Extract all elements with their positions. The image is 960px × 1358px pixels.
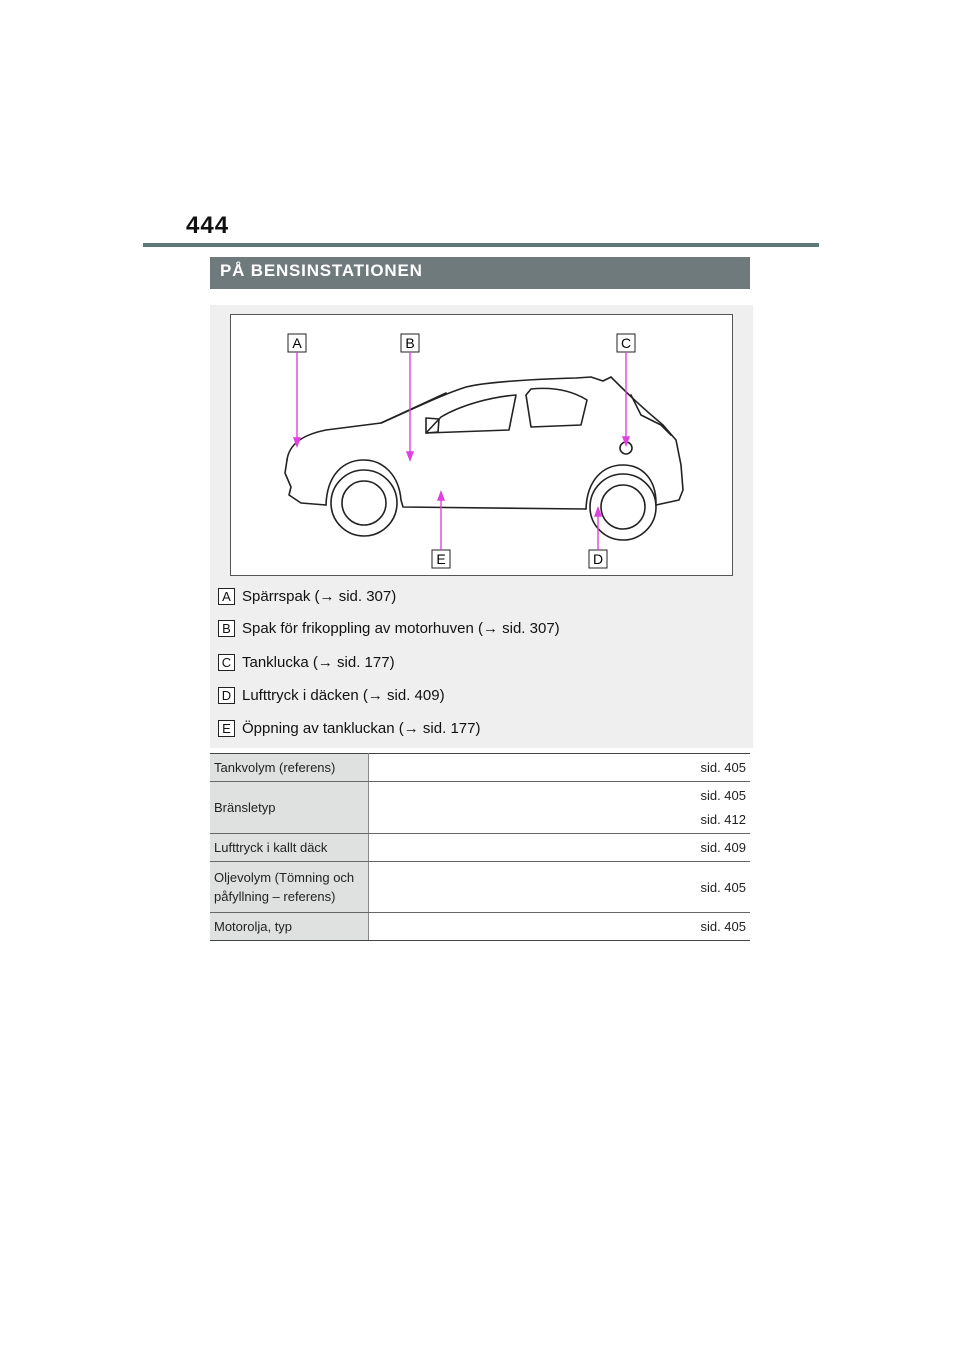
page-reference: sid. 405	[700, 879, 746, 895]
page-number: 444	[186, 212, 230, 239]
legend-text: Öppning av tankluckan (→ sid. 177)	[242, 719, 481, 737]
callout-d-label: D	[592, 551, 604, 567]
legend-item-e	[218, 717, 480, 739]
legend-text: Spak för frikoppling av motorhuven (→ sid. 307)	[242, 619, 560, 637]
legend-letter-box: D	[218, 687, 235, 704]
table-row	[210, 913, 750, 941]
row-label: Tankvolym (referens)	[210, 754, 369, 782]
row-refs	[369, 754, 751, 782]
legend-letter-box: A	[218, 588, 235, 605]
row-refs	[369, 862, 751, 913]
page-reference: sid. 409	[700, 840, 746, 855]
legend-text: Spärrspak (→ sid. 307)	[242, 587, 397, 605]
table-row	[210, 834, 750, 862]
arrow-c-head	[623, 437, 629, 445]
table-row	[210, 862, 750, 913]
callout-e-label: E	[436, 551, 446, 567]
legend-letter-box: E	[218, 720, 235, 737]
header-rule	[143, 243, 819, 247]
arrow-b-head	[407, 452, 413, 460]
legend-text: Lufttryck i däcken (→ sid. 409)	[242, 686, 445, 704]
row-label: Lufttryck i kallt däck	[210, 834, 369, 862]
callout-b-label: B	[405, 335, 415, 351]
car-side-illustration	[230, 314, 733, 576]
page-reference: sid. 412	[700, 812, 746, 827]
row-label: Oljevolym (Tömning och påfyllning – referens)	[210, 862, 369, 913]
callout-c-label: C	[620, 335, 632, 351]
page-reference: sid. 405	[700, 760, 746, 775]
row-refs	[369, 782, 751, 834]
legend-text: Tanklucka (→ sid. 177)	[242, 653, 395, 671]
table-row	[210, 754, 750, 782]
arrow-d-head	[595, 508, 601, 516]
row-refs	[369, 834, 751, 862]
spec-reference-table	[210, 753, 750, 941]
table-row	[210, 782, 750, 834]
page-reference: sid. 405	[700, 919, 746, 934]
arrow-e-head	[438, 492, 444, 500]
legend-item-b	[218, 617, 560, 639]
legend-item-a	[218, 585, 396, 607]
legend-item-c	[218, 651, 395, 673]
row-label: Motorolja, typ	[210, 913, 369, 941]
page-reference: sid. 405	[700, 788, 746, 803]
row-refs	[369, 913, 751, 941]
section-title: PÅ BENSINSTATIONEN	[210, 257, 750, 289]
legend-letter-box: C	[218, 654, 235, 671]
legend-letter-box: B	[218, 620, 235, 637]
callout-a-label: A	[292, 335, 302, 351]
legend-item-d	[218, 684, 445, 706]
row-label: Bränsletyp	[210, 782, 369, 834]
